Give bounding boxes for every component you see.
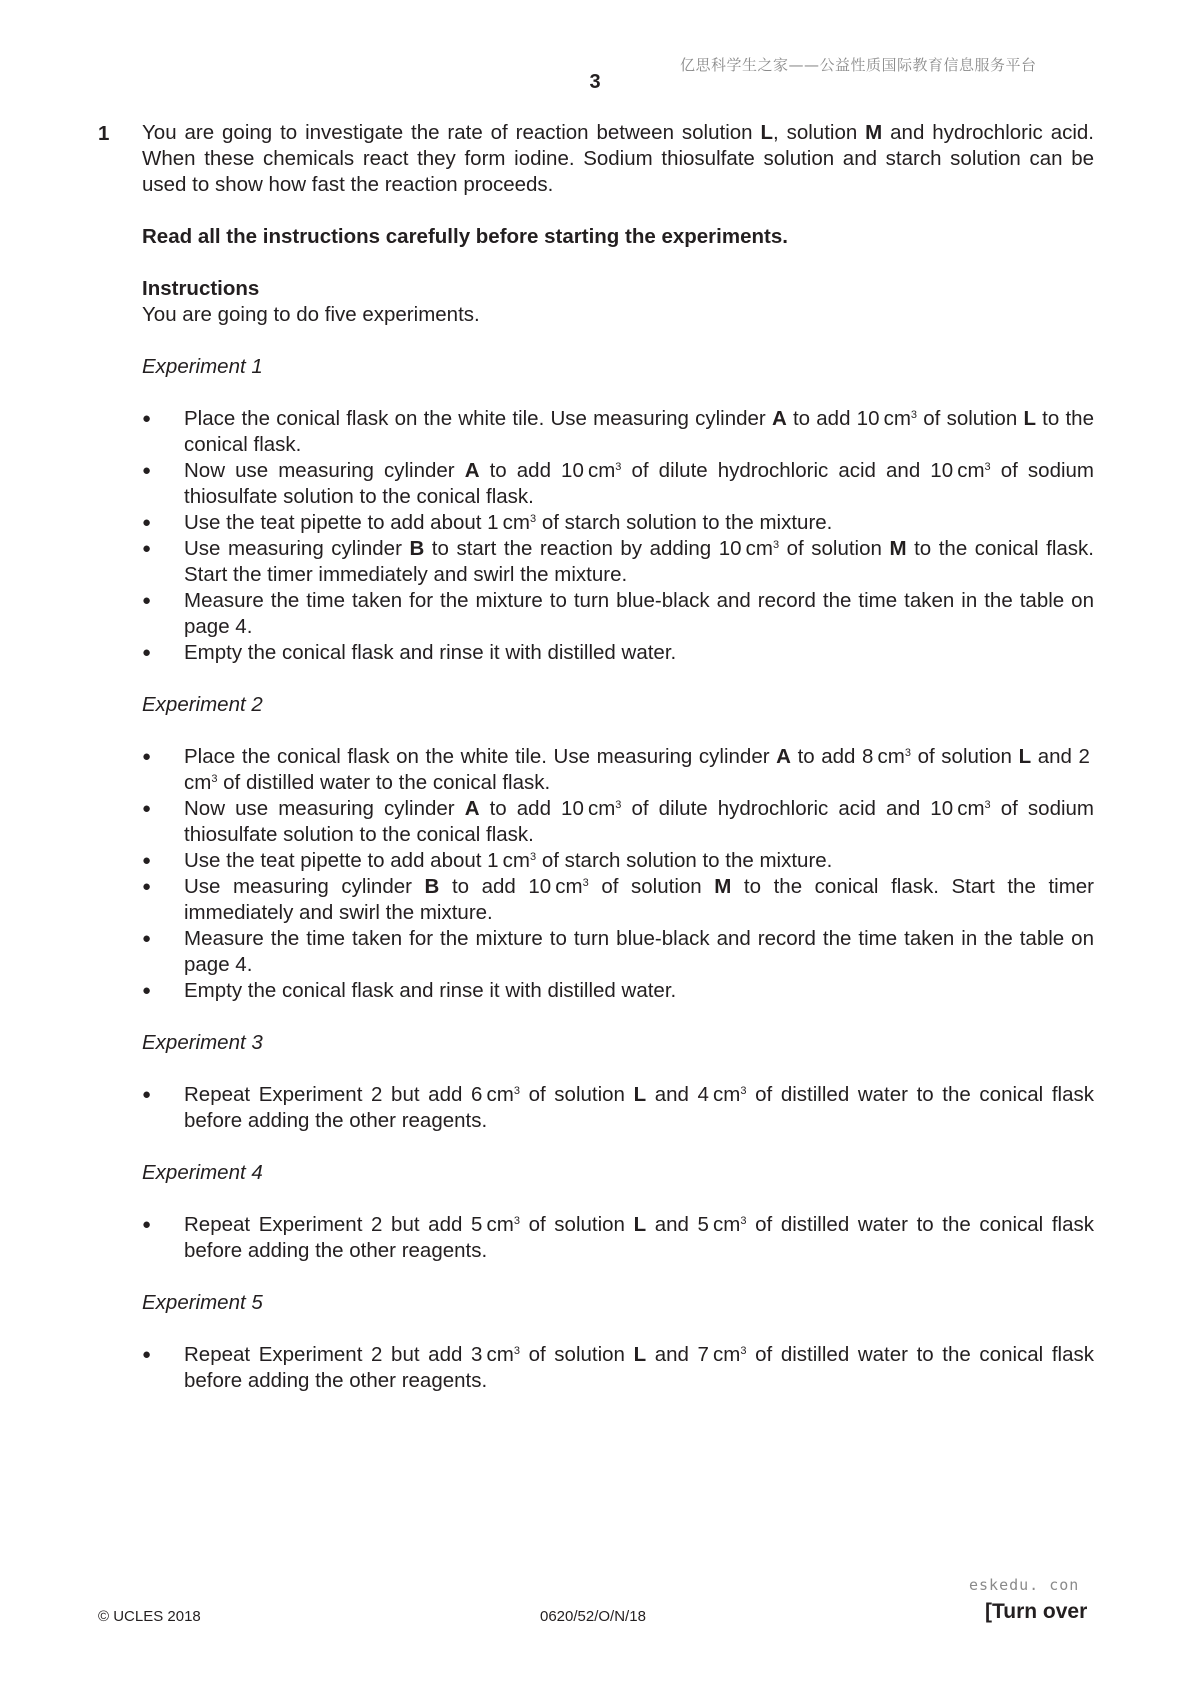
- experiment-3-steps: [142, 1082, 1094, 1134]
- experiment-2-title: Experiment 2: [142, 693, 263, 716]
- list-item: ● Empty the conical flask and rinse it with distilled water.: [142, 978, 1094, 1004]
- question-body: [142, 120, 1094, 1420]
- list-item: ● Measure the time taken for the mixture to turn blue-black and record the time taken in the table on page 4.: [142, 926, 1094, 978]
- paper-code: 0620/52/O/N/18: [540, 1608, 646, 1625]
- list-item: ● Use the teat pipette to add about 1 $cm^3$ of starch solution to the mixture.: [142, 848, 1094, 874]
- experiment-1-title: Experiment 1: [142, 355, 263, 378]
- instructions-heading: Instructions: [142, 277, 260, 300]
- intro-paragraph: You are going to investigate the rate of reaction between solution L, solution M and hydrochloric acid. When these chemicals react they form iodine. Sodium thiosulfate solution and starch solution can be used to show how fast the reaction proceeds.: [142, 121, 1094, 196]
- list-item: ● Empty the conical flask and rinse it with distilled water.: [142, 640, 1094, 666]
- list-item: ● Place the conical flask on the white tile. Use measuring cylinder A to add 10 $cm^3$ of solution L to the conical flask.: [142, 406, 1094, 458]
- read-instructions-notice: Read all the instructions carefully before starting the experiments.: [142, 225, 788, 248]
- experiment-1-steps: [142, 406, 1094, 666]
- watermark-footer: eskedu. con: [969, 1576, 1080, 1594]
- experiment-5-title: Experiment 5: [142, 1291, 263, 1314]
- experiment-2-steps: [142, 744, 1094, 1004]
- copyright: © UCLES 2018: [98, 1608, 201, 1625]
- list-item: ● Repeat Experiment 2 but add 6 $cm^3$ of solution L and 4 $cm^3$ of distilled water to the conical flask before adding the other reagents.: [142, 1082, 1094, 1134]
- list-item: ● Repeat Experiment 2 but add 5 $cm^3$ of solution L and 5 $cm^3$ of distilled water to the conical flask before adding the other reagents.: [142, 1212, 1094, 1264]
- list-item: ● Use measuring cylinder B to add 10 $cm^3$ of solution M to the conical flask. Start the timer immediately and swirl the mixture.: [142, 874, 1094, 926]
- list-item: ● Use measuring cylinder B to start the reaction by adding 10 $cm^3$ of solution M to the conical flask. Start the timer immediately and swirl the mixture.: [142, 536, 1094, 588]
- turn-over: [Turn over: [985, 1600, 1088, 1623]
- instructions-text: You are going to do five experiments.: [142, 303, 480, 326]
- watermark-header: 亿思科学生之家——公益性质国际教育信息服务平台: [680, 56, 1037, 74]
- experiment-4-title: Experiment 4: [142, 1161, 263, 1184]
- list-item: ● Now use measuring cylinder A to add 10 $cm^3$ of dilute hydrochloric acid and 10 $cm^3$ of sodium thiosulfate solution to the conical flask.: [142, 796, 1094, 848]
- list-item: ● Now use measuring cylinder A to add 10 $cm^3$ of dilute hydrochloric acid and 10 $cm^3$ of sodium thiosulfate solution to the conical flask.: [142, 458, 1094, 510]
- experiment-3-title: Experiment 3: [142, 1031, 263, 1054]
- list-item: ● Measure the time taken for the mixture to turn blue-black and record the time taken in the table on page 4.: [142, 588, 1094, 640]
- page-number: 3: [589, 71, 601, 93]
- experiment-5-steps: [142, 1342, 1094, 1394]
- experiment-4-steps: [142, 1212, 1094, 1264]
- question-number: 1: [98, 122, 110, 145]
- list-item: ● Use the teat pipette to add about 1 $cm^3$ of starch solution to the mixture.: [142, 510, 1094, 536]
- list-item: ● Repeat Experiment 2 but add 3 $cm^3$ of solution L and 7 $cm^3$ of distilled water to the conical flask before adding the other reagents.: [142, 1342, 1094, 1394]
- list-item: ● Place the conical flask on the white tile. Use measuring cylinder A to add 8 $cm^3$ of solution L and 2 $cm^3$ of distilled water to the conical flask.: [142, 744, 1094, 796]
